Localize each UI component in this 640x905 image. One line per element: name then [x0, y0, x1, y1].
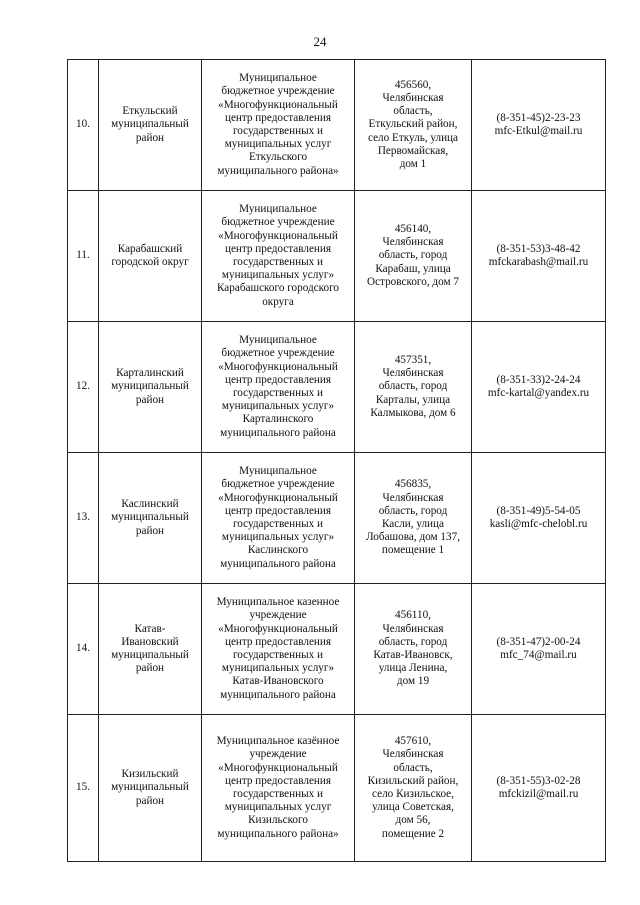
table-row [68, 584, 606, 715]
contacts [472, 60, 606, 191]
table-row [68, 322, 606, 453]
table-row [68, 191, 606, 322]
municipality-name: Кизильский муниципальный район [99, 715, 202, 862]
phone: (8-351-55)3-02-28 [496, 774, 581, 787]
phone: (8-351-33)2-24-24 [496, 373, 581, 386]
address: 456140, Челябинская область, город Карабаш, улица Островского, дом 7 [355, 191, 472, 322]
municipality-name: Карталинский муниципальный район [99, 322, 202, 453]
address: 456110, Челябинская область, город Катав-Ивановск, улица Ленина, дом 19 [355, 584, 472, 715]
table-row [68, 60, 606, 191]
email: mfckarabash@mail.ru [488, 256, 589, 268]
row-number: 10. [68, 60, 99, 191]
address: 457610, Челябинская область, Кизильский район, село Кизильское, улица Советская, дом 56, помещение 2 [355, 715, 472, 862]
organization-name: Муниципальное бюджетное учреждение «Многофункциональный центр предоставления государственных и муниципальных услуг» Карталинского муниципального района [202, 322, 355, 453]
municipality-name: Каслинский муниципальный район [99, 453, 202, 584]
phone: (8-351-45)2-23-23 [496, 111, 581, 124]
organization-name: Муниципальное казенное учреждение «Многофункциональный центр предоставления государственных и муниципальных услуг» Катав-Ивановского муниципального района [202, 584, 355, 715]
address: 456835, Челябинская область, город Касли, улица Лобашова, дом 137, помещение 1 [355, 453, 472, 584]
row-number: 11. [68, 191, 99, 322]
table-row [68, 453, 606, 584]
contacts [472, 715, 606, 862]
address: 456560, Челябинская область, Еткульский район, село Еткуль, улица Первомайская, дом 1 [355, 60, 472, 191]
phone: (8-351-47)2-00-24 [496, 635, 581, 648]
contacts [472, 191, 606, 322]
organization-name: Муниципальное бюджетное учреждение «Многофункциональный центр предоставления государственных и муниципальных услуг Еткульского муниципального района» [202, 60, 355, 191]
municipality-name: Катав- Ивановский муниципальный район [99, 584, 202, 715]
page-number: 24 [313, 34, 327, 49]
phone: (8-351-53)3-48-42 [496, 242, 581, 255]
contacts [472, 584, 606, 715]
email: mfc_74@mail.ru [500, 649, 577, 661]
row-number: 13. [68, 453, 99, 584]
municipality-name: Карабашский городской округ [99, 191, 202, 322]
email: kasli@mfc-chelobl.ru [489, 518, 588, 530]
row-number: 12. [68, 322, 99, 453]
email: mfc-Etkul@mail.ru [494, 125, 583, 137]
municipality-name: Еткульский муниципальный район [99, 60, 202, 191]
phone: (8-351-49)5-54-05 [496, 504, 581, 517]
table-row [68, 715, 606, 862]
email: mfc-kartal@yandex.ru [487, 387, 590, 399]
address: 457351, Челябинская область, город Карталы, улица Калмыкова, дом 6 [355, 322, 472, 453]
organization-name: Муниципальное казённое учреждение «Многофункциональный центр предоставления государственных и муниципальных услуг Кизильского муниципального района» [202, 715, 355, 862]
contacts [472, 453, 606, 584]
mfc-registry-table [67, 59, 606, 862]
row-number: 15. [68, 715, 99, 862]
organization-name: Муниципальное бюджетное учреждение «Многофункциональный центр предоставления государственных и муниципальных услуг» Карабашского городского округа [202, 191, 355, 322]
row-number: 14. [68, 584, 99, 715]
organization-name: Муниципальное бюджетное учреждение «Многофункциональный центр предоставления государственных и муниципальных услуг» Каслинского муниципального района [202, 453, 355, 584]
contacts [472, 322, 606, 453]
email: mfckizil@mail.ru [498, 788, 579, 800]
